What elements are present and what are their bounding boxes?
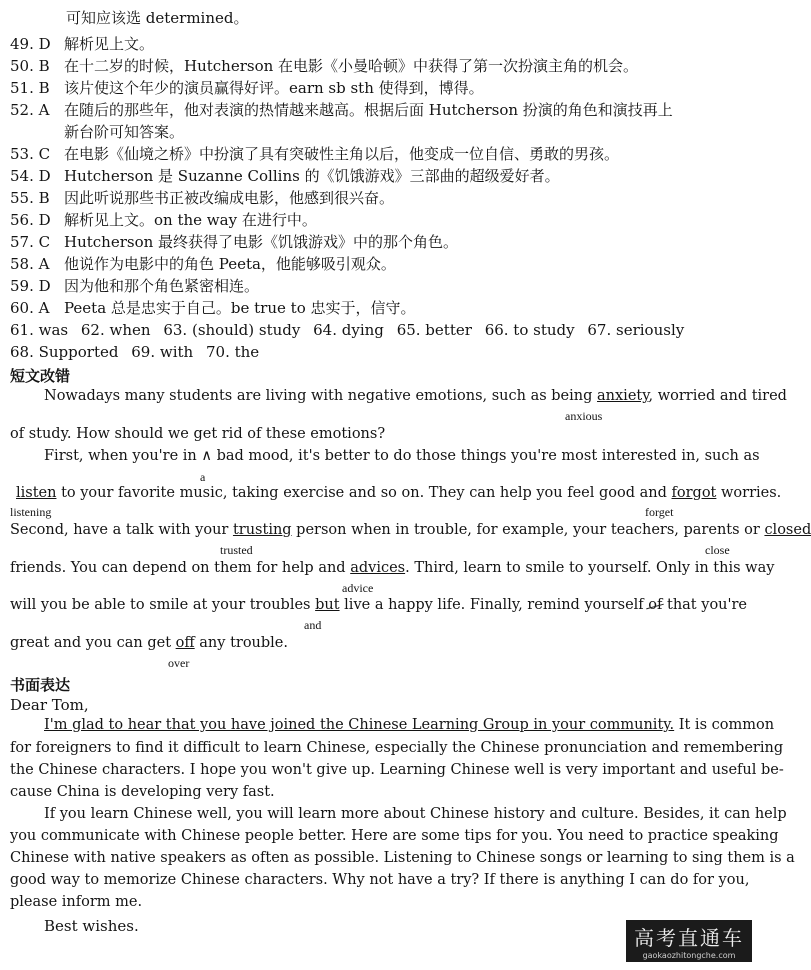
answer-explanation: 在十二岁的时候，Hutcherson 在电影《小曼哈顿》中获得了第一次扮演主角的机会。 bbox=[64, 57, 639, 75]
correction-mark: and bbox=[304, 618, 322, 632]
answer-number: 50. B bbox=[10, 57, 50, 75]
correction-line: friends. You can depend on them for help and advices. Third, learn to smile to yourself. Only in this way bbox=[10, 560, 775, 576]
error-word: advices bbox=[350, 560, 406, 576]
grammar-answer: 67. seriously bbox=[587, 321, 685, 339]
answer-row bbox=[10, 276, 259, 296]
answer-row bbox=[10, 144, 619, 164]
answer-explanation: 他说作为电影中的角色 Peeta，他能够吸引观众。 bbox=[64, 255, 396, 273]
answer-row bbox=[10, 254, 396, 274]
watermark-title: 高考直通车 bbox=[634, 926, 744, 950]
grammar-answer: 61. was bbox=[10, 321, 69, 339]
answer-explanation: 因此听说那些书正被改编成电影，他感到很兴奋。 bbox=[64, 189, 395, 207]
site-watermark-logo bbox=[626, 920, 752, 962]
error-word: listen bbox=[16, 485, 57, 501]
error-word: forgot bbox=[671, 485, 717, 501]
answer-number: 53. C bbox=[10, 145, 51, 163]
correction-line: will you be able to smile at your troubles but live a happy life. Finally, remind yourself of that you're bbox=[10, 597, 748, 613]
essay-line: If you learn Chinese well, you will learn more about Chinese history and culture. Besides, it can help bbox=[44, 806, 787, 822]
answer-row bbox=[10, 78, 484, 98]
answer-explanation: 解析见上文。 bbox=[64, 35, 155, 53]
answer-explanation: 该片使这个年少的演员赢得好评。earn sb sth 使得到，博得。 bbox=[64, 79, 484, 97]
answer-number: 58. A bbox=[10, 255, 50, 273]
correction-mark: listening bbox=[10, 505, 52, 519]
correction-line: listen to your favorite music, taking exercise and so on. They can help you feel good and forgot worries. bbox=[16, 485, 782, 501]
correction-mark: close bbox=[705, 543, 730, 557]
answer-number: 49. D bbox=[10, 35, 51, 53]
error-word: closed bbox=[764, 522, 811, 538]
answer-row bbox=[10, 210, 317, 230]
answer-number: 52. A bbox=[10, 101, 50, 119]
essay-line: cause China is developing very fast. bbox=[10, 784, 275, 800]
answer-explanation: Peeta 总是忠实于自己。be true to 忠实于，信守。 bbox=[64, 299, 416, 317]
answer-number: 51. B bbox=[10, 79, 50, 97]
closing: Best wishes. bbox=[44, 917, 139, 935]
answer-explanation: 在电影《仙境之桥》中扮演了具有突破性主角以后，他变成一位自信、勇敢的男孩。 bbox=[64, 145, 620, 163]
topic-sentence: I'm glad to hear that you have joined the Chinese Learning Group in your community. bbox=[44, 717, 675, 733]
answer-explanation: 在随后的那些年，他对表演的热情越来越高。根据后面 Hutcherson 扮演的角色和演技再上 bbox=[64, 101, 673, 119]
correction-title: 短文改错 bbox=[10, 367, 71, 385]
grammar-answer: 69. with bbox=[131, 343, 194, 361]
correction-mark: over bbox=[168, 656, 190, 670]
correction-line: great and you can get off any trouble. bbox=[10, 635, 289, 651]
essay-line: I'm glad to hear that you have joined the Chinese Learning Group in your community. It is common bbox=[44, 717, 775, 733]
grammar-answers-row-2 bbox=[10, 342, 267, 362]
error-word: off bbox=[175, 635, 195, 651]
watermark-url: gaokaozhitongche.com bbox=[642, 951, 736, 960]
grammar-answer: 66. to study bbox=[484, 321, 575, 339]
salutation: Dear Tom, bbox=[10, 696, 89, 714]
answer-row bbox=[10, 34, 154, 54]
deleted-word: of bbox=[648, 597, 663, 613]
answer-row bbox=[10, 298, 416, 318]
grammar-answer: 64. dying bbox=[313, 321, 384, 339]
correction-line: Nowadays many students are living with negative emotions, such as being anxiety, worried and tired bbox=[44, 388, 787, 404]
correction-line: Second, have a talk with your trusting person when in trouble, for example, your teachers, parents or closed bbox=[10, 522, 811, 538]
answer-row bbox=[10, 188, 394, 208]
essay-line: good way to memorize Chinese characters. Why not have a try? If there is anything I can do for you, bbox=[10, 872, 750, 888]
answer-row bbox=[10, 232, 458, 252]
correction-mark: a bbox=[200, 470, 206, 484]
correction-mark: advice bbox=[342, 581, 374, 595]
error-word: trusting bbox=[232, 522, 292, 538]
correction-line: of study. How should we get rid of these emotions? bbox=[10, 426, 386, 442]
essay-line: you communicate with Chinese people better. Here are some tips for you. You need to practice speaking bbox=[10, 828, 779, 844]
answer-number: 55. B bbox=[10, 189, 50, 207]
essay-line: the Chinese characters. I hope you won't give up. Learning Chinese well is very important and useful be- bbox=[10, 762, 784, 778]
grammar-answers-row-1 bbox=[10, 320, 692, 340]
answer-row bbox=[10, 122, 184, 142]
answer-number: 60. A bbox=[10, 299, 50, 317]
answer-explanation: Hutcherson 最终获得了电影《饥饿游戏》中的那个角色。 bbox=[64, 233, 459, 251]
answer-number: 54. D bbox=[10, 167, 51, 185]
answer-row bbox=[10, 166, 560, 186]
grammar-answer: 65. better bbox=[396, 321, 472, 339]
answer-row bbox=[10, 56, 638, 76]
answer-number: 59. D bbox=[10, 277, 51, 295]
grammar-answer: 70. the bbox=[206, 343, 260, 361]
answer-explanation: 新台阶可知答案。 bbox=[64, 123, 185, 141]
answer-number: 56. D bbox=[10, 211, 51, 229]
grammar-answer: 62. when bbox=[80, 321, 151, 339]
intro-tail: 可知应该选 determined。 bbox=[66, 9, 249, 27]
answer-explanation: 解析见上文。on the way 在进行中。 bbox=[64, 211, 317, 229]
insert-caret: ∧ bbox=[201, 448, 212, 464]
essay-line: for foreigners to find it difficult to learn Chinese, especially the Chinese pronunciation and remembering bbox=[10, 740, 784, 756]
answer-explanation: Hutcherson 是 Suzanne Collins 的《饥饿游戏》三部曲的超级爱好者。 bbox=[64, 167, 560, 185]
correction-mark: trusted bbox=[220, 543, 253, 557]
essay-line: please inform me. bbox=[10, 894, 143, 910]
error-word: but bbox=[315, 597, 340, 613]
error-word: anxiety bbox=[597, 388, 649, 404]
grammar-answer: 68. Supported bbox=[10, 343, 119, 361]
essay-line: Chinese with native speakers as often as possible. Listening to Chinese songs or learning to sing them is a bbox=[10, 850, 795, 866]
answer-number: 57. C bbox=[10, 233, 51, 251]
answer-explanation: 因为他和那个角色紧密相连。 bbox=[64, 277, 260, 295]
correction-mark: anxious bbox=[565, 409, 603, 423]
correction-mark: forget bbox=[645, 505, 674, 519]
correction-line: First, when you're in ∧ bad mood, it's better to do those things you're most interested in, such as bbox=[44, 448, 760, 464]
grammar-answer: 63. (should) study bbox=[163, 321, 301, 339]
writing-title: 书面表达 bbox=[10, 676, 71, 694]
answer-row bbox=[10, 100, 673, 120]
